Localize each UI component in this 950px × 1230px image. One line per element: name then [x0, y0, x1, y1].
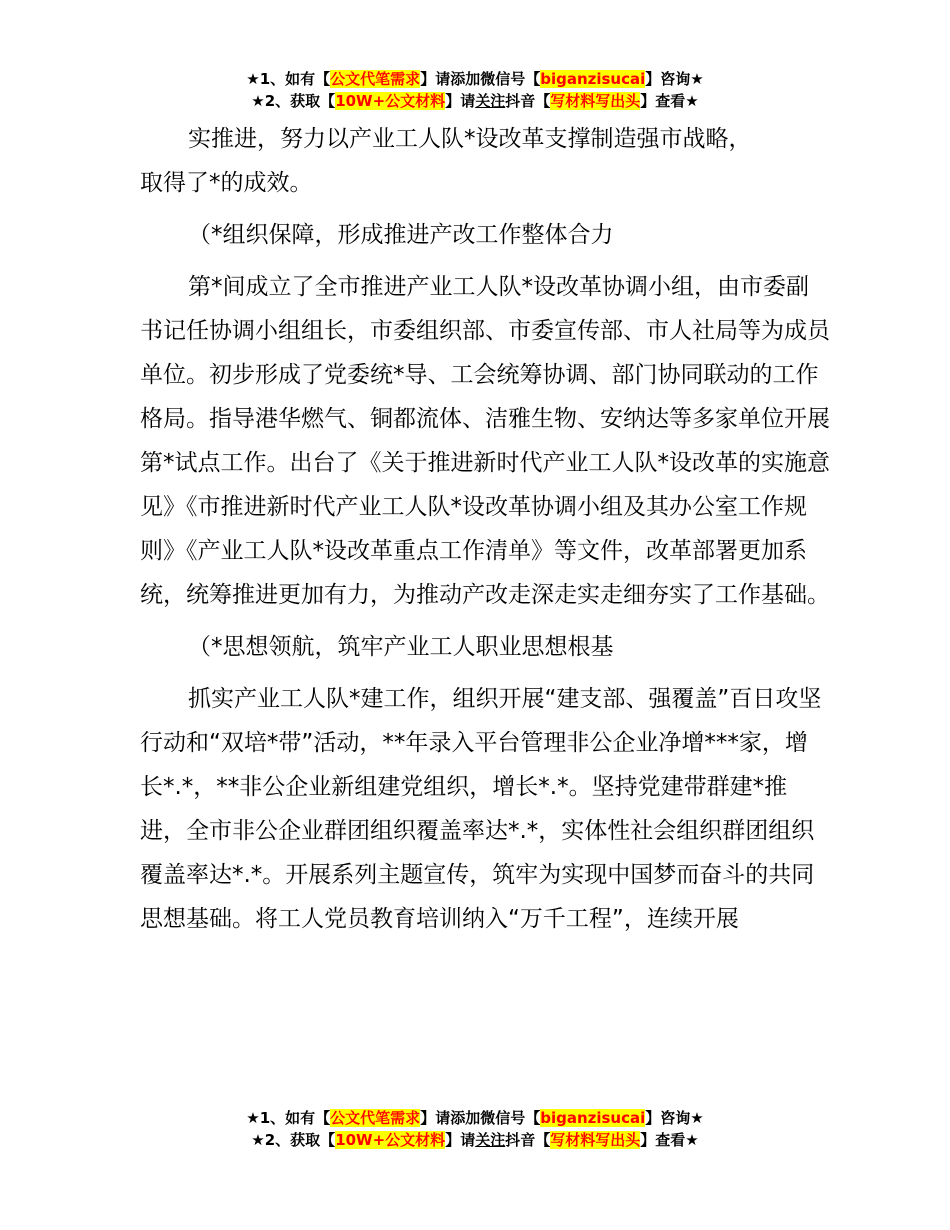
section-heading: （*组织保障，形成推进产改工作整体合力: [188, 222, 614, 248]
promo-underlined-text: 关注: [475, 92, 506, 110]
promo-text: 】请: [445, 1131, 476, 1149]
promo-text: 】查看★: [640, 92, 699, 110]
promo-line-1: [0, 68, 950, 90]
promo-text: 】咨询★: [645, 1109, 704, 1127]
promo-text: 】查看★: [640, 1131, 699, 1149]
promo-text: 抖音【: [505, 1131, 551, 1149]
promo-highlight: 公文代笔需求: [330, 70, 421, 88]
spacer: [140, 617, 830, 625]
promo-text: 抖音【: [505, 92, 551, 110]
paragraph-line: 实推进，努力以产业工人队*设改革支撑制造强市战略，: [188, 126, 752, 152]
promo-text: ★1、如有【: [246, 1109, 331, 1127]
paragraph: 抓实产业工人队*建工作，组织开展“建支部、强覆盖”百日攻坚行动和“双培*带”活动，**年录入平台管理非公企业净增***家，增长*.*，**非公企业新组建党组织，增长*.*。坚持党建带群建*推进，全市非公企业群团组织覆盖率达*.*，实体性社会组织群团组织覆盖率达*.*。开展系列主题宣传，筑牢为实现中国梦而奋斗的共同思想基础。将工人党员教育培训纳入“万千工程”，连续开展: [140, 686, 822, 932]
promo-text: ★2、获取【: [251, 92, 336, 110]
wechat-id-highlight: biganzisucai: [540, 1109, 646, 1127]
promo-text: 】请: [445, 92, 476, 110]
promo-text: ★1、如有【: [246, 70, 331, 88]
header-promo-banner: [0, 68, 950, 112]
promo-text: 】请添加微信号【: [420, 70, 541, 88]
paragraph-line: 取得了*的成效。: [140, 170, 313, 196]
promo-highlight: 10W+公文材料: [335, 92, 446, 110]
promo-highlight: 写材料写出头: [550, 1131, 641, 1149]
promo-text: ★2、获取【: [251, 1131, 336, 1149]
promo-underlined-text: 关注: [475, 1131, 506, 1149]
promo-text: 】咨询★: [645, 70, 704, 88]
paragraph: 第*间成立了全市推进产业工人队*设改革协调小组，由市委副书记任协调小组组长，市委组织部、市委宣传部、市人社局等为成员单位。初步形成了党委统*导、工会统筹协调、部门协同联动的工作格局。指导港华燃气、铜都流体、洁雅生物、安纳达等多家单位开展第*试点工作。出台了《关于推进新时代产业工人队*设改革的实施意见》《市推进新时代产业工人队*设改革协调小组及其办公室工作规则》《产业工人队*设改革重点工作清单》等文件，改革部署更加系统，统筹推进更加有力，为推动产改走深走实走细夯实了工作基础。: [140, 274, 830, 608]
promo-line-1: [0, 1107, 950, 1129]
document-body: [140, 117, 830, 941]
promo-highlight: 写材料写出头: [550, 92, 641, 110]
spacer: [140, 669, 830, 677]
promo-line-2: [0, 1129, 950, 1151]
spacer: [140, 257, 830, 265]
footer-promo-banner: [0, 1107, 950, 1151]
section-heading: （*思想领航，筑牢产业工人职业思想根基: [188, 634, 614, 660]
promo-text: 】请添加微信号【: [420, 1109, 541, 1127]
promo-line-2: [0, 90, 950, 112]
spacer: [140, 205, 830, 213]
promo-highlight: 公文代笔需求: [330, 1109, 421, 1127]
promo-highlight: 10W+公文材料: [335, 1131, 446, 1149]
wechat-id-highlight: biganzisucai: [540, 70, 646, 88]
